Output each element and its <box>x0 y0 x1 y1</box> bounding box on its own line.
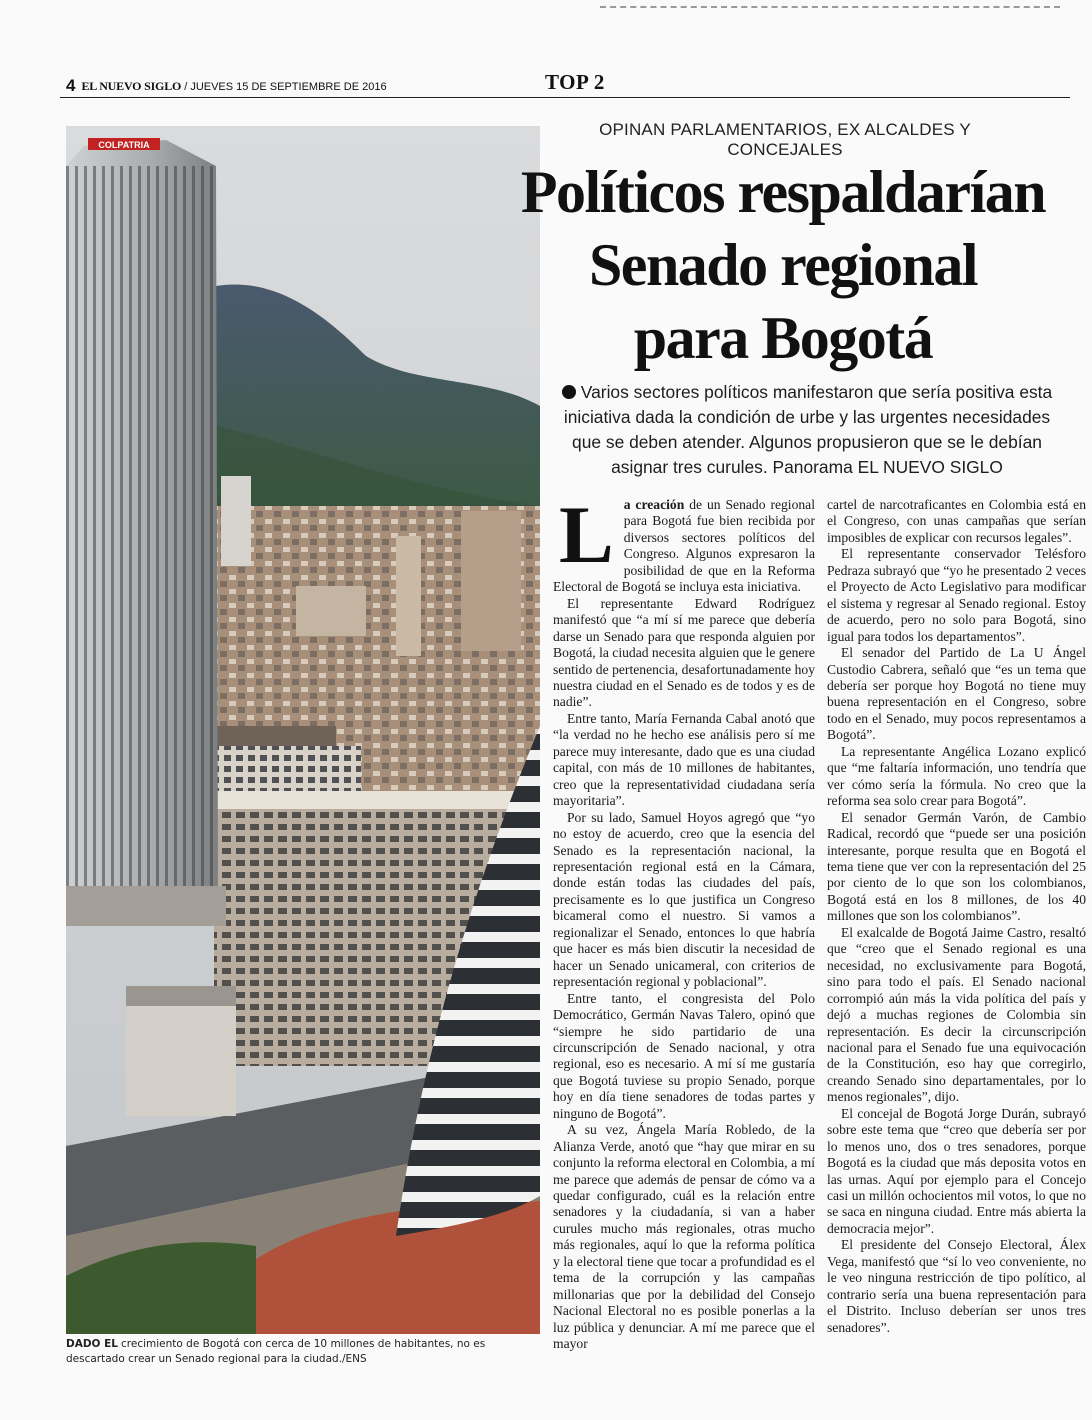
headline <box>478 156 1088 375</box>
article-paragraph: El senador Germán Varón, de Cambio Radical, recordó que “puede ser una posición interesante, porque resulta que en Bogotá el tema tiene que ver con la representación del 25 por ciento de lo que son los colombianos, Bogotá está en los 8 millones, de los 40 millones que son los colombianos”. <box>827 809 1086 924</box>
article-paragraph: El senador del Partido de La U Ángel Custodio Cabrera, señaló que “es un tema que debería ser porque hoy Bogotá no tiene muy buena representación en el Congreso, sobre todo en el Senado, muy pocos representamos a Bogotá”. <box>827 645 1086 743</box>
article-paragraph: El concejal de Bogotá Jorge Durán, subrayó sobre este tema que “creo que debería ser por lo menos uno, dos o tres senadores, porque Bogotá es la ciudad que más deposita votos en las urnas. Aquí por ejemplo para el Concejo casi un millón ochocientos mil votos, lo que no se saca en ninguna ciudad. Entre más abierta la democracia mejor”. <box>827 1105 1086 1236</box>
article-paragraph: Entre tanto, el congresista del Polo Democrático, Germán Navas Talero, opinó que “siempre he sido partidario de una circunscripción de Senado nacional, y otra regional, eso es necesario. A mí sí me gustaría que Bogotá tuviese su propio Senado, porque hoy en día tiene senadores de todas partes y ninguno de Bogotá”. <box>553 990 815 1121</box>
header-rule <box>60 97 1070 98</box>
article-paragraph: La representante Angélica Lozano explicó que “me faltaría información, uno tendría que ver cómo sería la fórmula. No creo que la reforma sea solo crear para Bogotá”. <box>827 743 1086 809</box>
article-column-1 <box>553 489 815 1353</box>
article-paragraph: A su vez, Ángela María Robledo, de la Alianza Verde, anotó que “hay que mirar en su conjunto la reforma electoral en Colombia, a mí me parece que además de pensar de cómo va a quedar configurado, cuál es la relación entre senadores y la ciudadanía, si van a haber curules mucho más regionales, otras mucho más regionales, aquí lo que la reforma política y la electoral tiene que tocar a profundidad es el tema de la corrupción y las campañas millonarias que por la debilidad del Consejo Nacional Electoral no es posible ponerlas a la luz pública y denunciar. A mí me parece que el mayor <box>553 1122 815 1352</box>
issue-date: / JUEVES 15 DE SEPTIEMBRE DE 2016 <box>184 81 387 93</box>
photo-caption <box>66 1337 540 1367</box>
bullet-icon <box>562 385 576 399</box>
article-paragraph: El representante conservador Telésforo Pedraza subrayó que “yo he presentado 2 veces el Proyecto de Acto Legislativo para modificar el sistema y regresar al Senado regional. Estoy de acuerdo, pero no solo para Bogotá, sino igual para todos los departamentos”. <box>827 546 1086 644</box>
top-edge-rule <box>600 6 1060 8</box>
article-paragraph: El exalcalde de Bogotá Jaime Castro, resaltó que “creo que el Senado regional es una necesidad, no exclusivamente para Bogotá, sino para todo el país. El Senado nacional corrompió aún más la vida política del país y dejó a muchas regiones de Colombia sin representación. Es decir la circunscripción nacional para el Senado fue una equivocación de la Constitución, eso hay que corregirlo, creando Senado sino departamentales, por lo menos regionales”, dijo. <box>827 924 1086 1105</box>
page-folio <box>66 76 536 96</box>
bogota-skyline-image <box>66 126 540 1334</box>
article-column-2 <box>827 497 1086 1336</box>
article-paragraph: Por su lado, Samuel Hoyos agregó que “yo no estoy de acuerdo, creo que la esencia del Senado es la representación nacional, la representación regional está en la Cámara, donde están todas las ciudades del país, precisamente es lo que justifica un Congreso bicameral como el nuestro. Si vamos a regionalizar el Senado, entonces lo que habría que hacer es más bien discutir la necesidad de hacer un Senado unicameral, con criterios de representación regional y poblacional”. <box>553 809 815 990</box>
city-photo <box>66 126 540 1334</box>
page-number: 4 <box>66 76 76 95</box>
deck-text: Varios sectores políticos manifestaron que sería positiva esta iniciativa dada la condición de urbe y las urgentes necesidades que se deben atender. Algunos propusieron que se le debían asignar tres curules. Panorama EL NUEVO SIGLO <box>563 382 1053 477</box>
kicker: OPINAN PARLAMENTARIOS, EX ALCALDES Y CONCEJALES <box>599 120 971 159</box>
headline-line-2: Senado regional <box>588 232 978 298</box>
article-paragraph: El presidente del Consejo Electoral, Álex Vega, manifestó que “sí lo veo conveniente, no le veo ninguna restricción de tipo político, al contrario sería una buena representación para el Distrito. Incluso deberían ser unos tres senadores”. <box>827 1237 1086 1335</box>
newspaper-name: EL NUEVO SIGLO <box>81 79 182 93</box>
article-paragraph <box>553 489 815 596</box>
deck <box>552 380 1062 480</box>
caption-text: crecimiento de Bogotá con cerca de 10 millones de habitantes, no es descartado crear un Senado regional para la ciudad./ENS <box>66 1338 486 1365</box>
colpatria-sign: COLPATRIA <box>98 140 150 150</box>
headline-line-3: para Bogotá <box>633 305 933 371</box>
article-paragraph: Entre tanto, María Fernanda Cabal anotó que “la verdad no he hecho ese análisis pero sí me parece muy interesante, dado que es una ciudad capital, con más de 10 millones de habitantes, creo que la representatividad ciudadana sería mayoritaria”. <box>553 710 815 809</box>
paragraph-text: de un Senado regional para Bogotá fue bien recibida por diversos sectores políticos del Congreso. Algunos expresaron la posibilidad de que en la Reforma Electoral de Bogotá se incluya esta iniciativa. <box>553 497 815 595</box>
article-paragraph: El representante Edward Rodríguez manifestó que “a mí sí me parece que debería darse un Senado para que responda alguien por Bogotá, la ciudad necesita alguien que le genere sentido de pertenencia, desafortunadamente hoy nuestra ciudad en el Senado es de todos y es de nadie”. <box>553 595 815 710</box>
section-label: TOP 2 <box>545 70 605 94</box>
caption-lead: DADO EL <box>66 1338 119 1350</box>
lead-in: a creación <box>623 497 685 512</box>
article-paragraph: cartel de narcotraficantes en Colombia está en el Congreso, con unas campañas que serían imposibles de explicar con recursos legales”. <box>827 497 1086 545</box>
headline-line-1: Políticos respaldarían <box>520 159 1046 225</box>
drop-cap: L <box>559 489 614 580</box>
